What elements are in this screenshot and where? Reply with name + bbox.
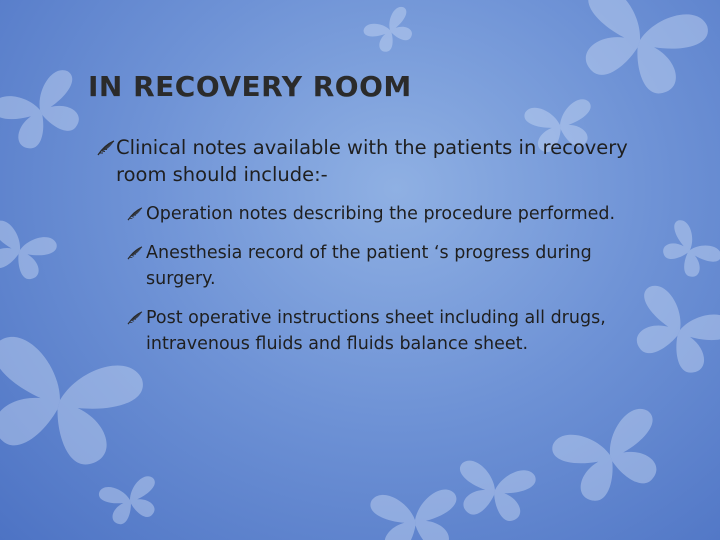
butterfly-decor <box>0 67 92 157</box>
feather-bullet-icon <box>97 140 115 156</box>
sub-bullet-list <box>127 201 657 357</box>
slide-content <box>97 134 657 370</box>
butterfly-decor <box>362 5 420 58</box>
sub-bullet-text: Anesthesia record of the patient ‘s progress during surgery. <box>146 243 592 289</box>
bullet-text: Clinical notes available with the patients in recovery room should include:- <box>116 136 628 186</box>
butterfly-decor <box>567 0 712 103</box>
sub-bullet-item <box>127 305 657 357</box>
sub-bullet-text: Post operative instructions sheet including all drugs, intravenous fluids and fluids balance sheet. <box>146 308 606 354</box>
sub-bullet-text: Operation notes describing the procedure performed. <box>146 204 616 224</box>
butterfly-decor <box>97 475 163 528</box>
sub-bullet-item <box>127 240 657 292</box>
butterfly-decor <box>654 217 720 284</box>
sub-bullet-item <box>127 201 657 227</box>
butterfly-decor <box>549 405 673 509</box>
feather-bullet-icon <box>127 246 143 260</box>
slide-title: IN RECOVERY ROOM <box>88 70 412 103</box>
bullet-item <box>97 134 657 188</box>
butterfly-decor <box>370 489 461 540</box>
feather-bullet-icon <box>127 311 143 325</box>
butterfly-decor <box>452 459 537 524</box>
feather-bullet-icon <box>127 207 143 221</box>
butterfly-decor <box>0 218 59 284</box>
